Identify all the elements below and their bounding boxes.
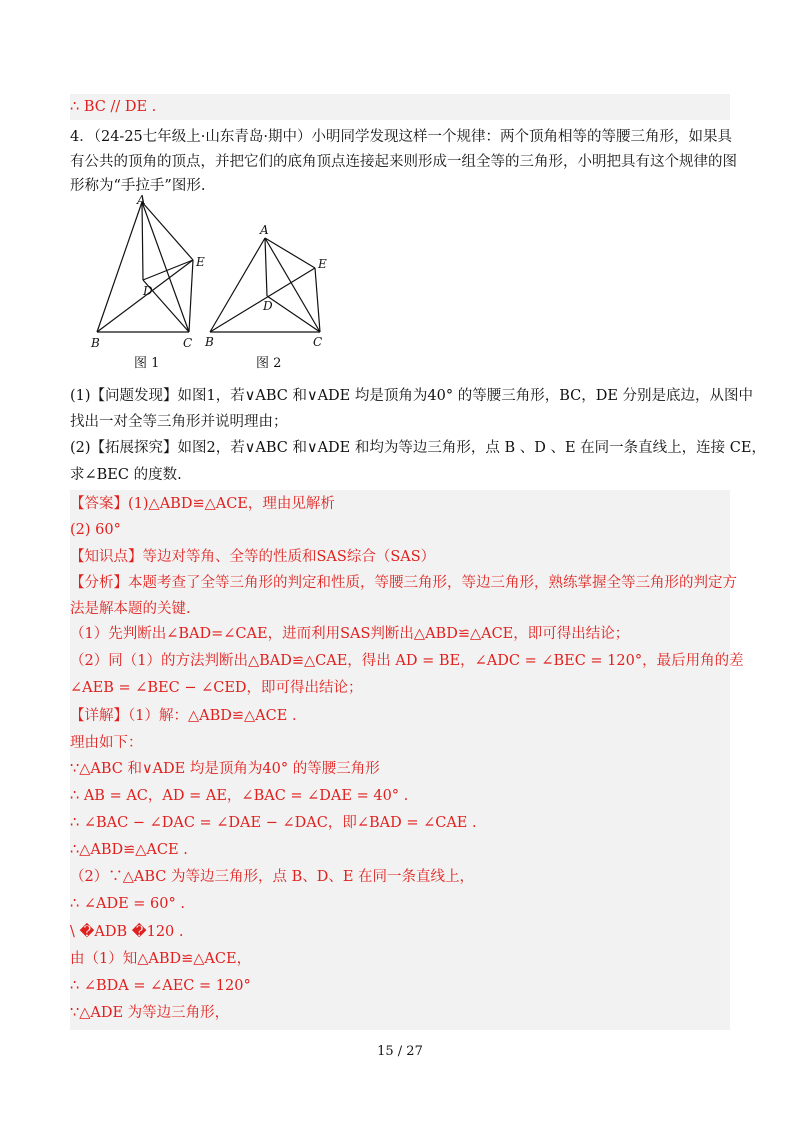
fig1-AE: [142, 202, 193, 260]
fig2-DC: [267, 296, 320, 332]
question-line-1: 4．（24-25七年级上·山东青岛·期中）小明同学发现这样一个规律：两个顶角相等的等腰三角形，如果具: [70, 129, 732, 145]
detail-line-4: ∴ ∠BAC − ∠DAC = ∠DAE − ∠DAC，即∠BAD = ∠CAE .: [70, 815, 477, 831]
figure-2-caption: 图 2: [256, 356, 282, 371]
detail-line-8: \ �ADB �120 .: [70, 924, 184, 940]
part1-line-1: (1)【问题发现】如图1，若∨ABC 和∨ADE 均是顶角为40° 的等腰三角形，BC，DE 分别是底边，从图中: [70, 388, 754, 404]
fig2-AD: [265, 238, 267, 296]
fig2-label-E: E: [318, 257, 327, 271]
fig2-EC: [315, 268, 320, 332]
step-2b: ∠AEB = ∠BEC − ∠CED，即可得出结论；: [70, 680, 363, 696]
detail-line-3: ∴ AB = AC，AD = AE，∠BAC = ∠DAE = 40° .: [70, 788, 409, 804]
fig1-DE: [143, 260, 193, 280]
step-1: （1）先判断出∠BAD=∠CAE，进而利用SAS判断出△ABD≌△ACE，即可得出结论；: [70, 626, 630, 642]
answer-2: (2) 60°: [70, 522, 121, 538]
answer-1: 【答案】(1)△ABD≌△ACE，理由见解析: [70, 496, 335, 512]
fig1-label-E: E: [196, 255, 205, 269]
figure-1: [85, 192, 215, 352]
fig1-AD: [142, 202, 143, 280]
part2-line-2: 求∠BEC 的度数.: [70, 467, 182, 483]
detail-heading: 【详解】（1）解：△ABD≌△ACE .: [70, 708, 297, 724]
fig2-label-C: C: [313, 335, 323, 349]
part2-line-1: (2)【拓展探究】如图2，若∨ABC 和∨ADE 和均为等边三角形，点 B 、D 、E 在同一条直线上，连接 CE，: [70, 440, 766, 456]
detail-line-6: （2）∵△ABC 为等边三角形，点 B、D、E 在同一条直线上，: [70, 869, 475, 885]
detail-line-10: ∴ ∠BDA = ∠AEC = 120°: [70, 978, 251, 994]
analysis-line-2: 法是解本题的关键.: [70, 601, 191, 617]
detail-line-1: 理由如下：: [70, 735, 143, 751]
detail-line-2: ∵△ABC 和∨ADE 均是顶角为40° 的等腰三角形: [70, 761, 380, 777]
fig1-AC: [142, 202, 189, 332]
fig1-label-A: A: [137, 193, 146, 207]
part1-line-2: 找出一对全等三角形并说明理由；: [70, 414, 288, 430]
detail-line-5: ∴△ABD≌△ACE .: [70, 842, 188, 858]
detail-line-11: ∵△ADE 为等边三角形，: [70, 1005, 230, 1021]
fig2-label-B: B: [205, 335, 214, 349]
figure-1-caption: 图 1: [134, 356, 160, 371]
fig2-AE: [265, 238, 315, 268]
fig2-AB: [210, 238, 265, 332]
detail-line-7: ∴ ∠ADE = 60° .: [70, 896, 185, 912]
analysis-line-1: 【分析】本题考查了全等三角形的判定和性质，等腰三角形，等边三角形，熟练掌握全等三角形的判定方: [70, 575, 737, 591]
page-number: 15 / 27: [377, 1044, 423, 1059]
question-line-3: 形称为“手拉手”图形.: [70, 178, 206, 194]
fig1-EC: [189, 260, 193, 332]
conclusion-line: ∴ BC // DE .: [70, 99, 157, 115]
detail-line-9: 由（1）知△ABD≌△ACE，: [70, 951, 252, 967]
fig2-label-D: D: [263, 299, 273, 313]
knowledge-point: 【知识点】等边对等角、全等的性质和SAS综合（SAS）: [70, 549, 436, 565]
figure-2: [200, 220, 340, 352]
fig1-label-C: C: [183, 336, 193, 350]
fig2-AC: [265, 238, 320, 332]
question-line-2: 有公共的顶角的顶点，并把它们的底角顶点连接起来则形成一组全等的三角形，小明把具有这个规律的图: [70, 154, 737, 170]
fig1-label-D: D: [143, 284, 153, 298]
fig1-AB: [97, 202, 142, 332]
fig2-label-A: A: [260, 223, 269, 237]
step-2a: （2）同（1）的方法判断出△BAD≌△CAE，得出 AD = BE，∠ADC = ∠BEC = 120°，最后用角的差: [70, 653, 744, 669]
fig1-label-B: B: [91, 336, 100, 350]
